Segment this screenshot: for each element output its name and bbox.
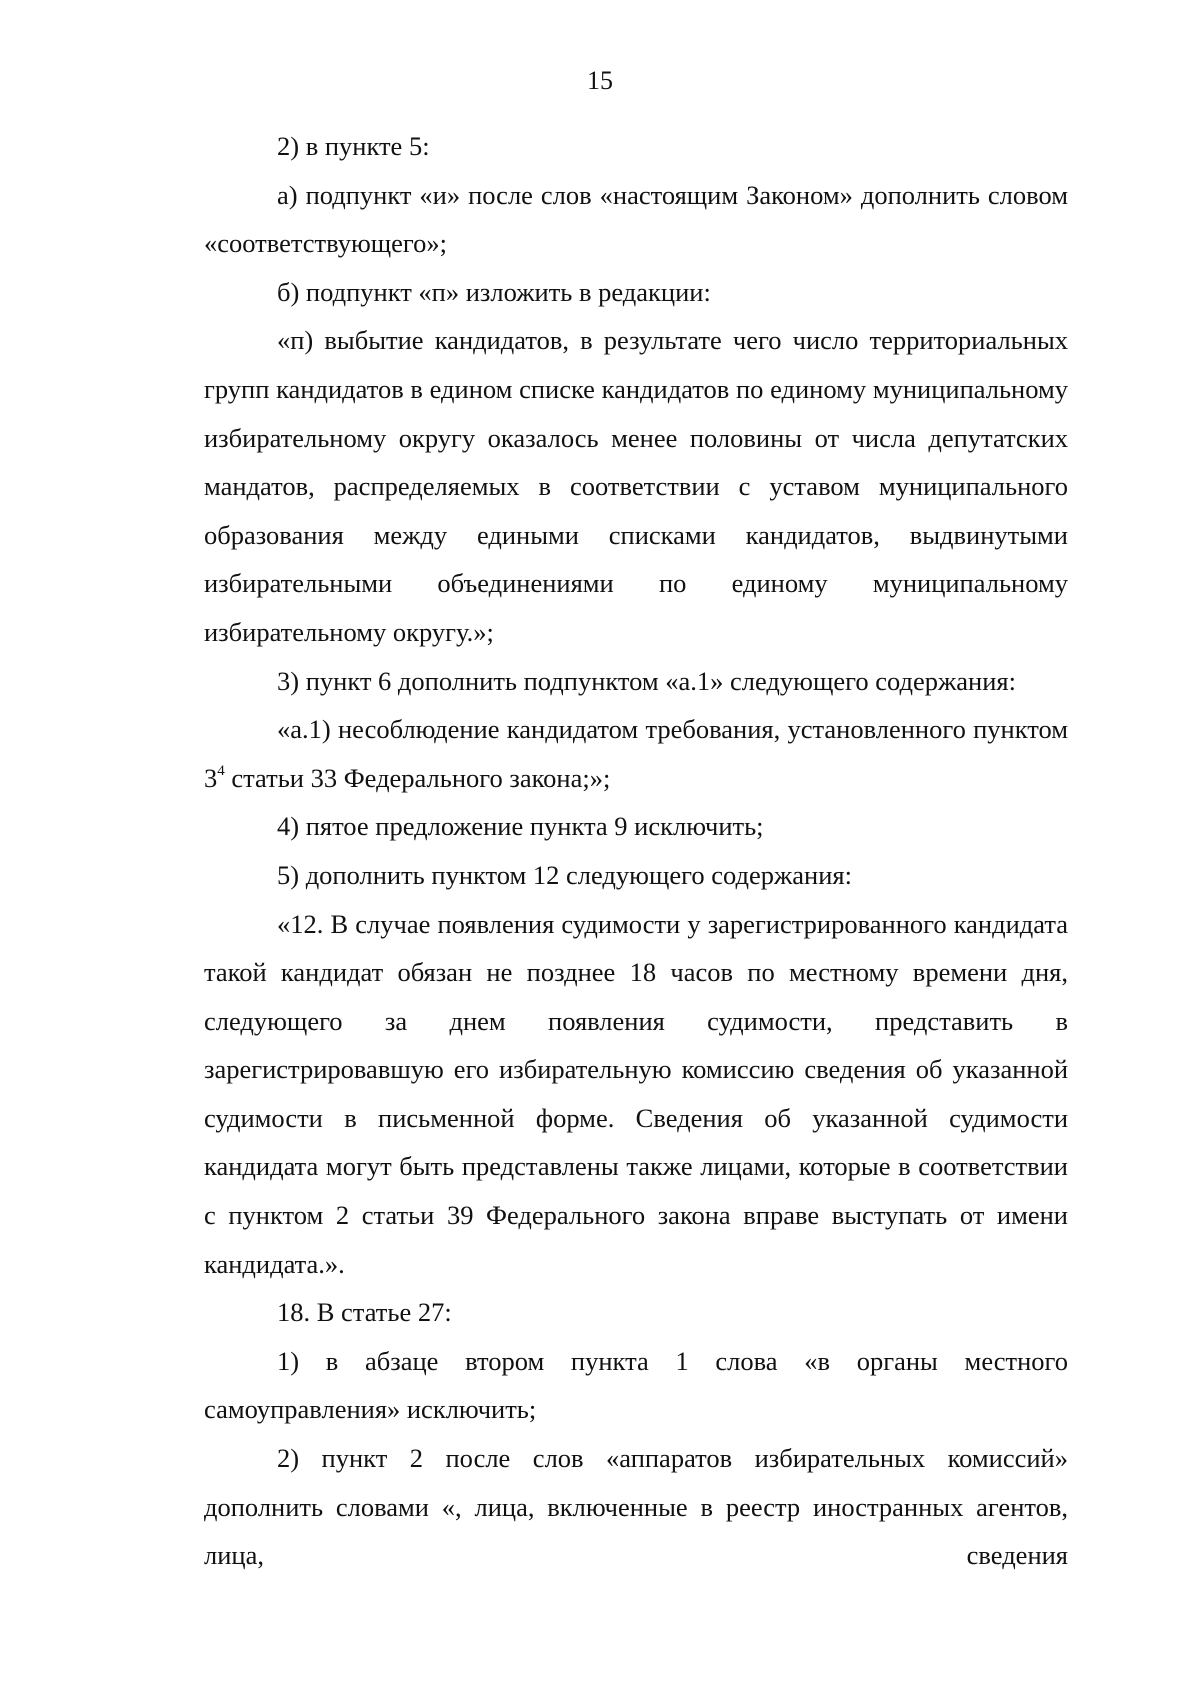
paragraph-quote-12: «12. В случае появления судимости у зарегистрированного кандидата такой кандидат обязан не позднее 18 часов по местному времени дня, следующего за днем появления судимости, представить в зарегистрировавшую его избирательную комиссию сведения об указанной судимости в письменной форме. Сведения об указанной судимости кандидата могут быть представлены также лицами, которые в соответствии с пунктом 2 статьи 39 Федерального закона вправе выступать от имени кандидата.». bbox=[204, 908, 1068, 1279]
paragraph-item-2: 2) в пункте 5: bbox=[277, 131, 430, 161]
paragraph-item-4: 4) пятое предложение пункта 9 исключить; bbox=[277, 811, 764, 842]
page-number: 15 bbox=[587, 66, 613, 95]
paragraph-quote-a1 bbox=[204, 705, 1068, 802]
paragraph-item-5: 5) дополнить пунктом 12 следующего содержания: bbox=[277, 859, 852, 890]
superscript: 4 bbox=[217, 762, 225, 779]
paragraph-article-27-item-1: 1) в абзаце втором пункта 1 слова «в органы местного самоуправления» исключить; bbox=[204, 1345, 1068, 1425]
paragraph-article-27-item-2: 2) пункт 2 после слов «аппаратов избирательных комиссий» дополнить словами «, лица, включенные в реестр иностранных агентов, лица, сведения bbox=[204, 1443, 1068, 1571]
paragraph-subitem-b: б) подпункт «п» изложить в редакции: bbox=[277, 276, 711, 307]
paragraph-quote-p: «п) выбытие кандидатов, в результате чего число территориальных групп кандидатов в едином списке кандидатов по единому муниципальному избирательному округу оказалось менее половины от числа депутатских мандатов, распределяемых в соответствии с уставом муниципального образования между едиными списками кандидатов, выдвинутыми избирательными объединениями по единому муниципальному избирательному округу.»; bbox=[204, 325, 1068, 647]
quote-a1-text: «а.1) несоблюдение кандидатом требования, установленного пунктом 3 bbox=[204, 714, 1068, 793]
quote-a1-tail: статьи 33 Федерального закона;»; bbox=[224, 762, 611, 793]
paragraph-article-27: 18. В статье 27: bbox=[277, 1297, 452, 1328]
document-body bbox=[204, 122, 1068, 1580]
paragraph-subitem-a: а) подпункт «и» после слов «настоящим Законом» дополнить словом «соответствующего»; bbox=[204, 179, 1068, 259]
paragraph-item-3: 3) пункт 6 дополнить подпунктом «а.1» следующего содержания: bbox=[277, 665, 1016, 696]
